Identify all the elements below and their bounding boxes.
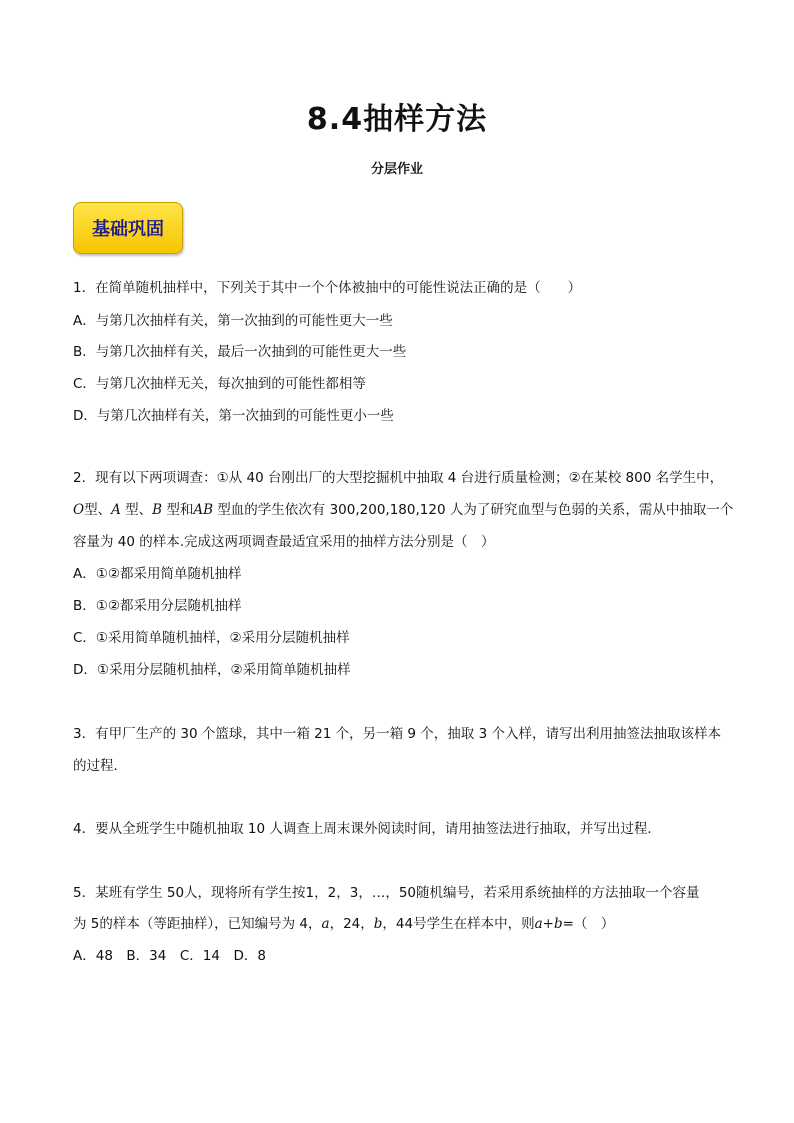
math-a: A <box>111 502 121 518</box>
question-2-option-a: A．①②都采用简单随机抽样 <box>73 566 242 582</box>
question-4-line-1: 4．要从全班学生中随机抽取 10 人调查上周末课外阅读时间，请用抽签法进行抽取，并写出过程． <box>73 821 661 837</box>
question-5-line-2: 为 5的样本（等距抽样），已知编号为 4，a，24，b，44号学生在样本中，则a+b=（ ） <box>73 916 615 932</box>
question-5-options: A．48 B．34 C．14 D．8 <box>73 948 266 964</box>
question-1-option-c: C．与第几次抽样无关，每次抽到的可能性都相等 <box>73 376 366 392</box>
question-2-option-d: D．①采用分层随机抽样，②采用简单随机抽样 <box>73 662 351 678</box>
question-3-line-2: 的过程． <box>73 758 127 774</box>
math-ab: AB <box>193 502 214 518</box>
question-1-stem: 1．在简单随机抽样中，下列关于其中一个个体被抽中的可能性说法正确的是（ ） <box>73 280 582 296</box>
question-5-line-1: 5．某班有学生 50人，现将所有学生按1，2，3，…，50随机编号，若采用系统抽样的方法抽取一个容量 <box>73 885 700 901</box>
question-2-line-2: O型、A 型、B 型和AB 型血的学生依次有 300,200,180,120 人为了研究血型与色弱的关系，需从中抽取一个 <box>73 502 734 518</box>
math-a-plus-b: a+b <box>534 916 563 932</box>
question-1-option-d: D．与第几次抽样有关，第一次抽到的可能性更小一些 <box>73 408 394 424</box>
math-b: B <box>152 502 163 518</box>
question-2-option-b: B．①②都采用分层随机抽样 <box>73 598 242 614</box>
math-o: O <box>73 502 85 518</box>
question-2-line-3: 容量为 40 的样本.完成这两项调查最适宜采用的抽样方法分别是（ ） <box>73 534 495 550</box>
question-2-line-1: 2．现有以下两项调查：①从 40 台刚出厂的大型挖掘机中抽取 4 台进行质量检测；②在某校 800 名学生中， <box>73 470 724 486</box>
page-title: 8.4抽样方法 <box>306 102 488 137</box>
page-subtitle: 分层作业 <box>370 162 423 177</box>
math-b: b <box>373 916 383 932</box>
question-2-option-c: C．①采用简单随机抽样，②采用分层随机抽样 <box>73 630 350 646</box>
question-1-option-b: B．与第几次抽样有关，最后一次抽到的可能性更大一些 <box>73 344 407 360</box>
question-1-option-a: A．与第几次抽样有关，第一次抽到的可能性更大一些 <box>73 313 393 329</box>
section-badge: 基础巩固 <box>73 202 183 254</box>
question-3-line-1: 3．有甲厂生产的 30 个篮球，其中一箱 21 个，另一箱 9 个，抽取 3 个入样，请写出利用抽签法抽取该样本 <box>73 726 721 742</box>
math-a: a <box>321 916 330 932</box>
